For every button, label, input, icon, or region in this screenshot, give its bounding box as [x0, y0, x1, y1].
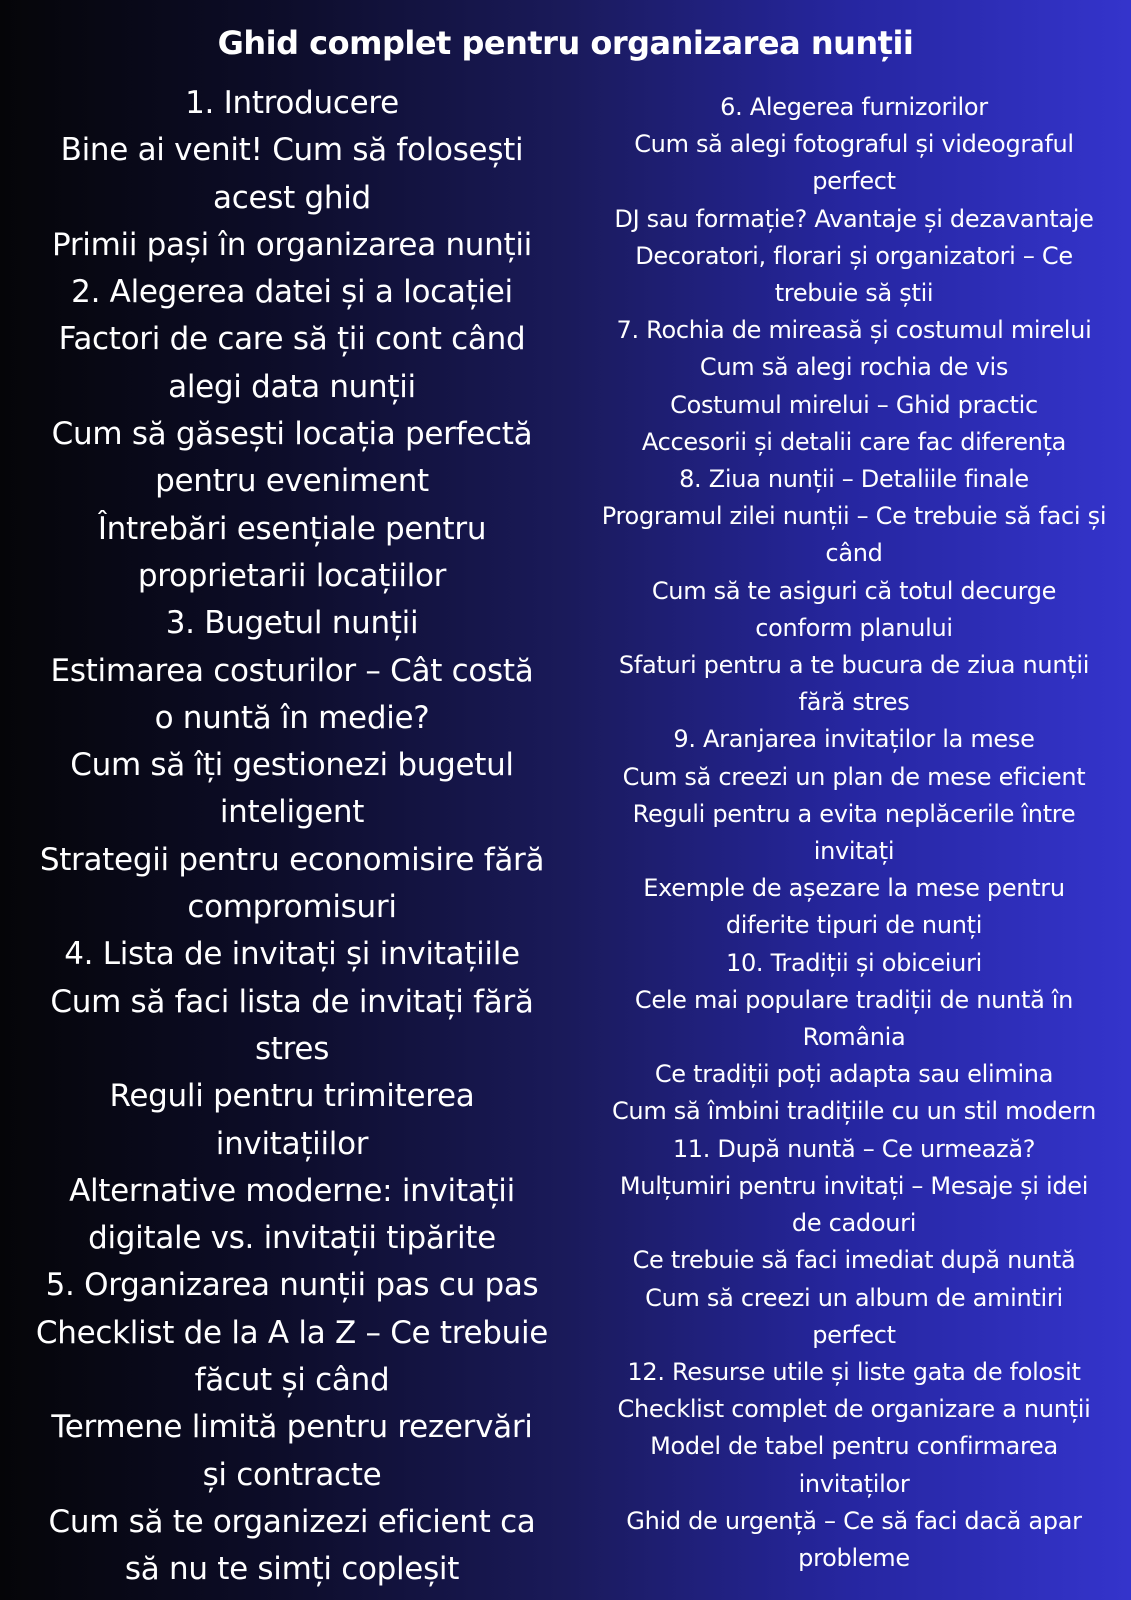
right-list-item: Ce tradiții poți adapta sau elimina — [654, 1060, 1054, 1089]
right-list-item: Cum să îmbini tradițiile cu un stil modern — [611, 1097, 1097, 1126]
left-list-item: Cum să găsești locația perfectă pentru eveniment — [51, 416, 533, 500]
right-section-heading: 11. După nuntă – Ce urmează? — [672, 1134, 1036, 1163]
right-list-item: Cum să creezi un album de amintiri perfect — [645, 1283, 1063, 1349]
right-list-item: Model de tabel pentru confirmarea invitaților — [650, 1432, 1058, 1498]
left-list-item: Termene limită pentru rezervări și contracte — [51, 1409, 533, 1493]
right-list-item: Sfaturi pentru a te bucura de ziua nunții fără stres — [618, 651, 1090, 717]
page-title: Ghid complet pentru organizarea nunții — [217, 24, 914, 62]
right-section-heading: 8. Ziua nunții – Detaliile finale — [679, 465, 1029, 494]
left-section-heading: 2. Alegerea datei și a locației — [71, 274, 513, 311]
right-list-item: Accesorii și detalii care fac diferența — [641, 427, 1067, 456]
left-list-item: Checklist de la A la Z – Ce trebuie făcut și când — [35, 1314, 549, 1399]
left-column-list — [8, 80, 576, 1594]
right-list-item: Checklist complet de organizare a nunții — [617, 1395, 1091, 1424]
left-section-heading: 4. Lista de invitați și invitațiile — [64, 936, 520, 973]
left-list-item: Strategii pentru economisire fără compromisuri — [39, 841, 545, 926]
right-list-item: Decoratori, florari și organizatori – Ce trebuie să știi — [635, 241, 1073, 308]
left-section-heading: 1. Introducere — [185, 85, 399, 121]
right-section-heading: 9. Aranjarea invitaților la mese — [673, 725, 1035, 754]
right-list-item: Cum să creezi un plan de mese eficient — [622, 762, 1086, 791]
right-list-item: DJ sau formație? Avantaje și dezavantaje — [614, 204, 1094, 233]
right-column-list — [578, 89, 1130, 1577]
left-section-heading: 3. Bugetul nunții — [165, 605, 419, 642]
right-list-item: Exemple de așezare la mese pentru diferite tipuri de nunți — [643, 874, 1065, 940]
right-list-item: Cum să alegi fotograful și videograful perfect — [634, 130, 1074, 196]
right-section-heading: 7. Rochia de mireasă și costumul mirelui — [616, 316, 1092, 345]
left-list-item: Bine ai venit! Cum să folosești acest ghid — [60, 132, 524, 216]
right-list-item: Mulțumiri pentru invitați – Mesaje și idei de cadouri — [619, 1171, 1089, 1238]
right-section-heading: 12. Resurse utile și liste gata de folosit — [627, 1357, 1081, 1386]
left-list-item: Primii pași în organizarea nunții — [52, 226, 532, 263]
right-list-item: Cum să te asiguri că totul decurge conform planului — [651, 576, 1057, 642]
right-section-heading: 6. Alegerea furnizorilor — [720, 93, 988, 121]
right-list-item: Costumul mirelui – Ghid practic — [670, 390, 1038, 419]
left-list-item: Alternative moderne: invitații digitale vs. invitații tipărite — [69, 1172, 515, 1257]
right-list-item: Cum să alegi rochia de vis — [699, 353, 1009, 382]
right-section-heading: 10. Tradiții și obiceiuri — [725, 948, 983, 977]
left-section-heading: 5. Organizarea nunții pas cu pas — [45, 1267, 539, 1304]
left-list-item: Cum să te organizezi eficient ca să nu te simți copleșit — [48, 1503, 536, 1588]
left-list-item: Cum să faci lista de invitați fără stres — [50, 983, 534, 1067]
left-list-item: Cum să îți gestionezi bugetul inteligent — [70, 747, 514, 831]
left-list-item: Reguli pentru trimiterea invitațiilor — [109, 1078, 475, 1162]
right-list-item: Ce trebuie să faci imediat după nuntă — [632, 1246, 1076, 1275]
right-list-item: Ghid de urgență – Ce să faci dacă apar probleme — [626, 1506, 1082, 1572]
left-list-item: Factori de care să ții cont când alegi data nunții — [58, 321, 526, 405]
right-list-item: Programul zilei nunții – Ce trebuie să faci și când — [601, 502, 1107, 568]
right-list-item: Cele mai populare tradiții de nuntă în România — [634, 985, 1074, 1052]
right-list-item: Reguli pentru a evita neplăcerile între invitați — [632, 799, 1076, 866]
left-list-item: Estimarea costurilor – Cât costă o nuntă în medie? — [50, 652, 534, 736]
left-list-item: Întrebări esențiale pentru proprietarii locațiilor — [97, 510, 487, 594]
